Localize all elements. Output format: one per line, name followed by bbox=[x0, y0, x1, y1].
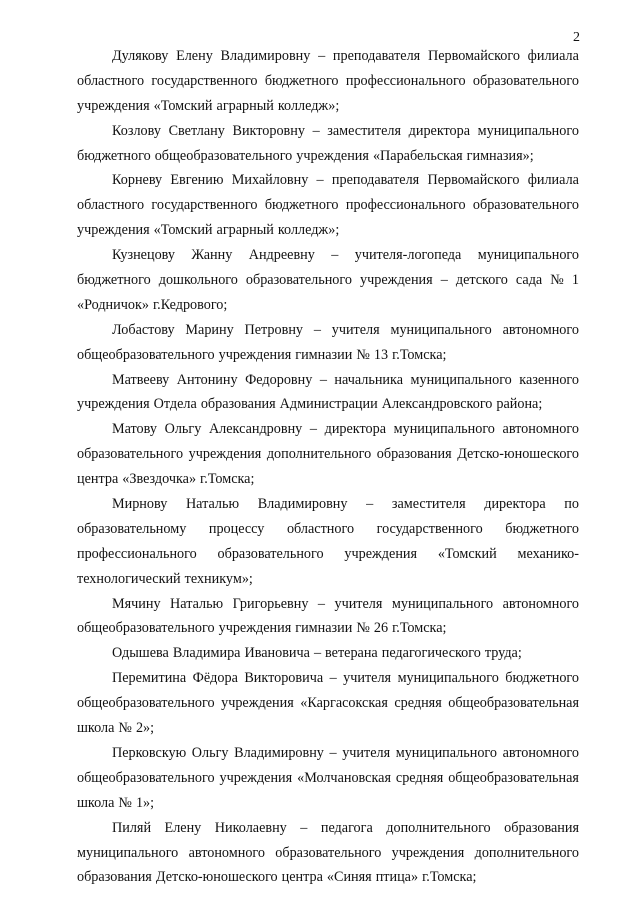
text-line: областного государственного бюджетного профессионального образовательного bbox=[77, 72, 579, 89]
text-line: общеобразовательного учреждения «Каргасокская средняя общеобразовательная bbox=[77, 695, 579, 712]
text-line: муниципального автономного образовательного учреждения дополнительного bbox=[77, 844, 579, 861]
text-line: бюджетного дошкольного образовательного учреждения – детского сада № 1 bbox=[77, 272, 579, 289]
text-line: школа № 1»; bbox=[77, 794, 155, 811]
text-line: Дулякову Елену Владимировну – преподавателя Первомайского филиала bbox=[112, 48, 579, 64]
text-line: образования Детско-юношеского центра «Синяя птица» г.Томска; bbox=[77, 869, 477, 886]
text-line: Козлову Светлану Викторовну – заместителя директора муниципального bbox=[112, 122, 579, 139]
text-line: общеобразовательного учреждения гимназии № 13 г.Томска; bbox=[77, 346, 447, 363]
paragraph bbox=[77, 641, 579, 666]
paragraph bbox=[77, 592, 579, 642]
paragraph bbox=[77, 666, 579, 741]
paragraph bbox=[77, 816, 579, 891]
text-line: технологический техникум»; bbox=[77, 570, 253, 587]
text-line: областного государственного бюджетного профессионального образовательного bbox=[77, 197, 579, 214]
text-line: общеобразовательного учреждения гимназии № 26 г.Томска; bbox=[77, 620, 447, 637]
text-line: Матову Ольгу Александровну – директора муниципального автономного bbox=[112, 421, 579, 438]
document-body bbox=[77, 44, 579, 890]
text-line: Матвееву Антонину Федоровну – начальника муниципального казенного bbox=[112, 371, 579, 388]
paragraph bbox=[77, 741, 579, 816]
text-line: общеобразовательного учреждения «Молчановская средняя общеобразовательная bbox=[77, 769, 579, 786]
text-line: учреждения «Томский аграрный колледж»; bbox=[77, 222, 340, 239]
text-line: Перемитина Фёдора Викторовича – учителя муниципального бюджетного bbox=[112, 670, 579, 687]
paragraph bbox=[77, 119, 579, 169]
text-line: «Родничок» г.Кедрового; bbox=[77, 296, 228, 313]
text-line: школа № 2»; bbox=[77, 720, 155, 737]
paragraph bbox=[77, 243, 579, 318]
paragraph bbox=[77, 168, 579, 243]
paragraph bbox=[77, 318, 579, 368]
page-number: 2 bbox=[573, 30, 580, 45]
text-line: бюджетного общеобразовательного учреждения «Парабельская гимназия»; bbox=[77, 147, 534, 164]
text-line: учреждения «Томский аграрный колледж»; bbox=[77, 97, 340, 114]
text-line: Пиляй Елену Николаевну – педагога дополнительного образования bbox=[112, 819, 579, 836]
text-line: Кузнецову Жанну Андреевну – учителя-логопеда муниципального bbox=[112, 247, 579, 264]
text-line: Мирнову Наталью Владимировну – заместителя директора по bbox=[112, 496, 579, 513]
paragraph bbox=[77, 44, 579, 119]
text-line: образовательному процессу областного государственного бюджетного bbox=[77, 520, 579, 537]
text-line: Лобастову Марину Петровну – учителя муниципального автономного bbox=[112, 321, 579, 338]
text-line: профессионального образовательного учреждения «Томский механико- bbox=[77, 545, 579, 562]
text-line: образовательного учреждения дополнительного образования Детско-юношеского bbox=[77, 446, 579, 463]
text-line: центра «Звездочка» г.Томска; bbox=[77, 471, 255, 488]
text-line: Мячину Наталью Григорьевну – учителя муниципального автономного bbox=[112, 595, 579, 612]
paragraph bbox=[77, 417, 579, 492]
text-line: Перковскую Ольгу Владимировну – учителя муниципального автономного bbox=[112, 744, 579, 761]
text-line: учреждения Отдела образования Администрации Александровского района; bbox=[77, 396, 543, 413]
paragraph bbox=[77, 368, 579, 418]
text-line: Корневу Евгению Михайловну – преподавателя Первомайского филиала bbox=[112, 172, 579, 189]
text-line: Одышева Владимира Ивановича – ветерана педагогического труда; bbox=[112, 645, 522, 662]
paragraph bbox=[77, 492, 579, 592]
